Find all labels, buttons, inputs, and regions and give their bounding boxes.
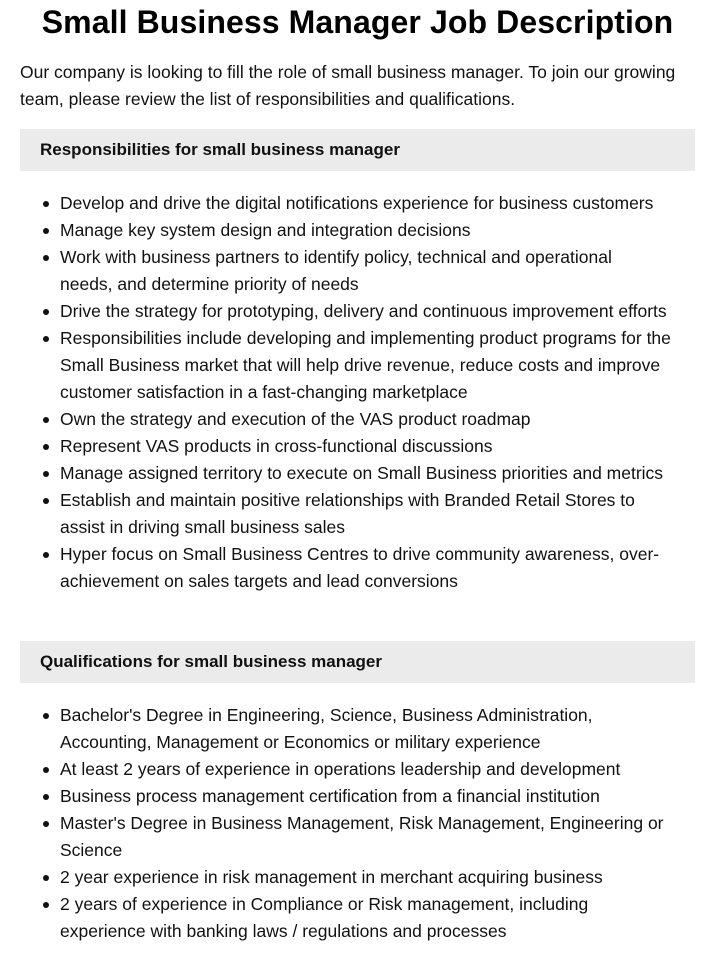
list-item-text: Establish and maintain positive relationships with Branded Retail Stores to assist in driving small business sales — [60, 490, 635, 537]
list-item — [0, 190, 700, 217]
list-item-text: Represent VAS products in cross-functional discussions — [60, 436, 493, 456]
list-item — [0, 460, 700, 487]
bullet-icon — [43, 498, 49, 504]
bullet-icon — [43, 821, 49, 827]
bullet-icon — [43, 902, 49, 908]
bullet-icon — [43, 336, 49, 342]
list-item-text: At least 2 years of experience in operations leadership and development — [60, 759, 621, 779]
bullet-icon — [43, 444, 49, 450]
list-item-text: Work with business partners to identify policy, technical and operational needs, and determine priority of needs — [60, 247, 612, 294]
qualifications-heading: Qualifications for small business manager — [20, 641, 695, 683]
list-item — [0, 783, 700, 810]
bullet-icon — [43, 417, 49, 423]
list-item-text: Responsibilities include developing and implementing product programs for the Small Business market that will help drive revenue, reduce costs and improve customer satisfaction in a fast-changing marketplace — [60, 328, 671, 402]
list-item — [0, 891, 700, 945]
list-item — [0, 433, 700, 460]
list-item — [0, 406, 700, 433]
list-item — [0, 541, 700, 595]
list-item-text: Business process management certification from a financial institution — [60, 786, 600, 806]
bullet-icon — [43, 794, 49, 800]
list-item — [0, 702, 700, 756]
list-item — [0, 756, 700, 783]
bullet-icon — [43, 228, 49, 234]
bullet-icon — [43, 713, 49, 719]
list-item-text: Hyper focus on Small Business Centres to drive community awareness, over-achievement on sales targets and lead conversions — [60, 544, 660, 591]
responsibilities-heading: Responsibilities for small business manager — [20, 129, 695, 171]
list-item-text: Develop and drive the digital notifications experience for business customers — [60, 193, 654, 213]
bullet-icon — [43, 767, 49, 773]
list-item — [0, 864, 700, 891]
list-item — [0, 244, 700, 298]
list-item-text: Bachelor's Degree in Engineering, Science, Business Administration, Accounting, Management or Economics or military experience — [60, 705, 593, 752]
bullet-icon — [43, 875, 49, 881]
list-item — [0, 325, 700, 406]
responsibilities-list — [0, 190, 700, 595]
bullet-icon — [43, 552, 49, 558]
list-item — [0, 810, 700, 864]
bullet-icon — [43, 309, 49, 315]
list-item-text: 2 years of experience in Compliance or Risk management, including experience with banking laws / regulations and processes — [60, 894, 589, 941]
bullet-icon — [43, 255, 49, 261]
bullet-icon — [43, 471, 49, 477]
list-item-text: Manage assigned territory to execute on Small Business priorities and metrics — [60, 463, 664, 483]
page-title: Small Business Manager Job Description — [41, 4, 674, 40]
list-item — [0, 487, 700, 541]
list-item-text: Master's Degree in Business Management, Risk Management, Engineering or Science — [60, 813, 664, 860]
list-item-text: Own the strategy and execution of the VAS product roadmap — [60, 409, 531, 429]
bullet-icon — [43, 201, 49, 207]
list-item-text: 2 year experience in risk management in merchant acquiring business — [60, 867, 603, 887]
list-item — [0, 217, 700, 244]
qualifications-list — [0, 702, 700, 945]
list-item-text: Manage key system design and integration decisions — [60, 220, 471, 240]
intro-paragraph: Our company is looking to fill the role of small business manager. To join our growing team, please review the list of responsibilities and qualifications. — [20, 62, 676, 109]
list-item — [0, 298, 700, 325]
list-item-text: Drive the strategy for prototyping, delivery and continuous improvement efforts — [60, 301, 667, 321]
